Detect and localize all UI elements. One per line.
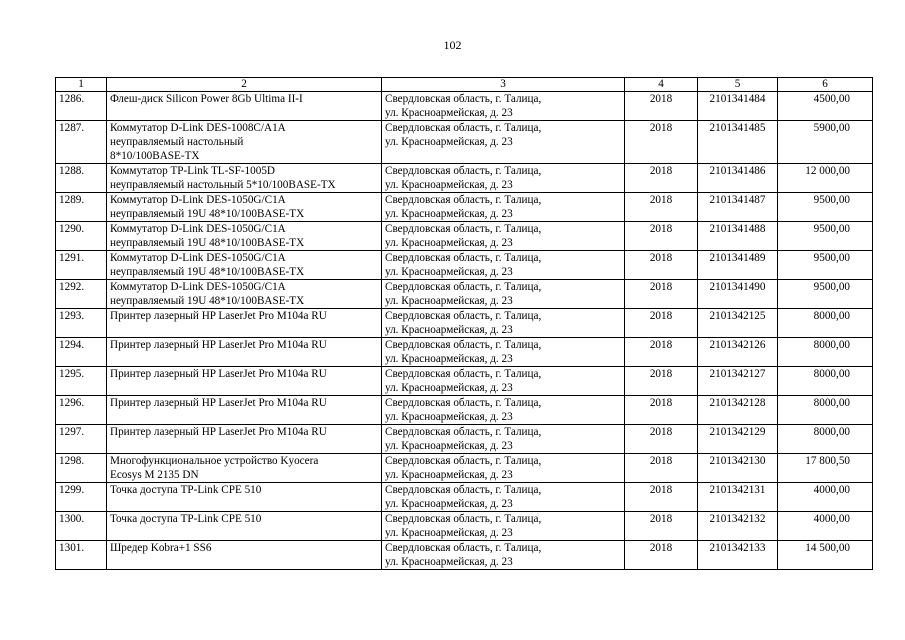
item-name-cell: Коммутатор TP-Link TL-SF-1005D неуправляемый настольный 5*10/100BASE-TX <box>107 164 382 193</box>
item-name-cell: Флеш-диск Silicon Power 8Gb Ultima II-I <box>107 92 382 121</box>
inventory-number-cell: 2101341485 <box>698 121 778 164</box>
item-name-cell: Шредер Kobra+1 SS6 <box>107 541 382 570</box>
item-name-cell: Принтер лазерный HP LaserJet Pro M104a RU <box>107 396 382 425</box>
year-cell: 2018 <box>625 454 698 483</box>
cost-cell: 8000,00 <box>778 338 873 367</box>
address-cell: Свердловская область, г. Талица, ул. Красноармейская, д. 23 <box>382 280 625 309</box>
item-name-cell: Коммутатор D-Link DES-1050G/C1A неуправляемый 19U 48*10/100BASE-TX <box>107 251 382 280</box>
cost-cell: 9500,00 <box>778 251 873 280</box>
inventory-number-cell: 2101342129 <box>698 425 778 454</box>
table-row <box>56 541 873 570</box>
item-name-cell: Принтер лазерный HP LaserJet Pro M104a RU <box>107 338 382 367</box>
table-row <box>56 193 873 222</box>
item-name-cell: Коммутатор D-Link DES-1050G/C1A неуправляемый 19U 48*10/100BASE-TX <box>107 280 382 309</box>
row-number-cell: 1296. <box>56 396 107 425</box>
column-header: 6 <box>778 78 873 92</box>
cost-cell: 14 500,00 <box>778 541 873 570</box>
row-number-cell: 1295. <box>56 367 107 396</box>
inventory-number-cell: 2101341489 <box>698 251 778 280</box>
year-cell: 2018 <box>625 251 698 280</box>
row-number-cell: 1288. <box>56 164 107 193</box>
address-cell: Свердловская область, г. Талица, ул. Красноармейская, д. 23 <box>382 164 625 193</box>
table-row <box>56 367 873 396</box>
year-cell: 2018 <box>625 338 698 367</box>
cost-cell: 9500,00 <box>778 222 873 251</box>
inventory-number-cell: 2101342133 <box>698 541 778 570</box>
table-row <box>56 454 873 483</box>
cost-cell: 8000,00 <box>778 396 873 425</box>
year-cell: 2018 <box>625 222 698 251</box>
column-header: 2 <box>107 78 382 92</box>
inventory-number-cell: 2101342125 <box>698 309 778 338</box>
inventory-number-cell: 2101342128 <box>698 396 778 425</box>
row-number-cell: 1297. <box>56 425 107 454</box>
address-cell: Свердловская область, г. Талица, ул. Красноармейская, д. 23 <box>382 425 625 454</box>
row-number-cell: 1286. <box>56 92 107 121</box>
inventory-number-cell: 2101342130 <box>698 454 778 483</box>
address-cell: Свердловская область, г. Талица, ул. Красноармейская, д. 23 <box>382 309 625 338</box>
inventory-number-cell: 2101341487 <box>698 193 778 222</box>
year-cell: 2018 <box>625 280 698 309</box>
address-cell: Свердловская область, г. Талица, ул. Красноармейская, д. 23 <box>382 396 625 425</box>
page-number: 102 <box>443 38 462 52</box>
table-row <box>56 512 873 541</box>
address-cell: Свердловская область, г. Талица, ул. Красноармейская, д. 23 <box>382 222 625 251</box>
table-row <box>56 280 873 309</box>
table-row <box>56 121 873 164</box>
row-number-cell: 1287. <box>56 121 107 164</box>
row-number-cell: 1289. <box>56 193 107 222</box>
cost-cell: 8000,00 <box>778 367 873 396</box>
row-number-cell: 1291. <box>56 251 107 280</box>
table-row <box>56 309 873 338</box>
address-cell: Свердловская область, г. Талица, ул. Красноармейская, д. 23 <box>382 454 625 483</box>
cost-cell: 8000,00 <box>778 425 873 454</box>
year-cell: 2018 <box>625 396 698 425</box>
table-row <box>56 396 873 425</box>
item-name-cell: Точка доступа TP-Link CPE 510 <box>107 512 382 541</box>
cost-cell: 5900,00 <box>778 121 873 164</box>
inventory-number-cell: 2101341484 <box>698 92 778 121</box>
inventory-number-cell: 2101342127 <box>698 367 778 396</box>
year-cell: 2018 <box>625 541 698 570</box>
address-cell: Свердловская область, г. Талица, ул. Красноармейская, д. 23 <box>382 92 625 121</box>
address-cell: Свердловская область, г. Талица, ул. Красноармейская, д. 23 <box>382 338 625 367</box>
row-number-cell: 1293. <box>56 309 107 338</box>
address-cell: Свердловская область, г. Талица, ул. Красноармейская, д. 23 <box>382 251 625 280</box>
year-cell: 2018 <box>625 164 698 193</box>
year-cell: 2018 <box>625 367 698 396</box>
column-header: 3 <box>382 78 625 92</box>
property-register-table <box>55 77 873 570</box>
table-row <box>56 164 873 193</box>
row-number-cell: 1299. <box>56 483 107 512</box>
cost-cell: 9500,00 <box>778 193 873 222</box>
year-cell: 2018 <box>625 193 698 222</box>
table-row <box>56 338 873 367</box>
inventory-number-cell: 2101341486 <box>698 164 778 193</box>
column-header: 5 <box>698 78 778 92</box>
column-header: 1 <box>56 78 107 92</box>
item-name-cell: Коммутатор D-Link DES-1050G/C1A неуправляемый 19U 48*10/100BASE-TX <box>107 222 382 251</box>
inventory-number-cell: 2101342126 <box>698 338 778 367</box>
year-cell: 2018 <box>625 309 698 338</box>
cost-cell: 8000,00 <box>778 309 873 338</box>
inventory-number-cell: 2101341488 <box>698 222 778 251</box>
cost-cell: 4000,00 <box>778 483 873 512</box>
table-row <box>56 483 873 512</box>
column-number-row <box>56 78 873 92</box>
table-row <box>56 425 873 454</box>
year-cell: 2018 <box>625 512 698 541</box>
inventory-number-cell: 2101342131 <box>698 483 778 512</box>
address-cell: Свердловская область, г. Талица, ул. Красноармейская, д. 23 <box>382 541 625 570</box>
cost-cell: 17 800,50 <box>778 454 873 483</box>
row-number-cell: 1298. <box>56 454 107 483</box>
item-name-cell: Многофункциональное устройство Kyocera Ecosys M 2135 DN <box>107 454 382 483</box>
inventory-number-cell: 2101342132 <box>698 512 778 541</box>
cost-cell: 4500,00 <box>778 92 873 121</box>
table-row <box>56 92 873 121</box>
item-name-cell: Коммутатор D-Link DES-1008C/A1A неуправляемый настольный 8*10/100BASE-TX <box>107 121 382 164</box>
year-cell: 2018 <box>625 425 698 454</box>
row-number-cell: 1294. <box>56 338 107 367</box>
address-cell: Свердловская область, г. Талица, ул. Красноармейская, д. 23 <box>382 367 625 396</box>
item-name-cell: Принтер лазерный HP LaserJet Pro M104a RU <box>107 309 382 338</box>
address-cell: Свердловская область, г. Талица, ул. Красноармейская, д. 23 <box>382 193 625 222</box>
item-name-cell: Принтер лазерный HP LaserJet Pro M104a RU <box>107 425 382 454</box>
cost-cell: 4000,00 <box>778 512 873 541</box>
address-cell: Свердловская область, г. Талица, ул. Красноармейская, д. 23 <box>382 121 625 164</box>
address-cell: Свердловская область, г. Талица, ул. Красноармейская, д. 23 <box>382 512 625 541</box>
row-number-cell: 1292. <box>56 280 107 309</box>
column-header: 4 <box>625 78 698 92</box>
cost-cell: 12 000,00 <box>778 164 873 193</box>
cost-cell: 9500,00 <box>778 280 873 309</box>
year-cell: 2018 <box>625 121 698 164</box>
item-name-cell: Принтер лазерный HP LaserJet Pro M104a RU <box>107 367 382 396</box>
row-number-cell: 1300. <box>56 512 107 541</box>
item-name-cell: Точка доступа TP-Link CPE 510 <box>107 483 382 512</box>
item-name-cell: Коммутатор D-Link DES-1050G/C1A неуправляемый 19U 48*10/100BASE-TX <box>107 193 382 222</box>
year-cell: 2018 <box>625 92 698 121</box>
inventory-number-cell: 2101341490 <box>698 280 778 309</box>
table-row <box>56 222 873 251</box>
year-cell: 2018 <box>625 483 698 512</box>
row-number-cell: 1301. <box>56 541 107 570</box>
table-row <box>56 251 873 280</box>
address-cell: Свердловская область, г. Талица, ул. Красноармейская, д. 23 <box>382 483 625 512</box>
row-number-cell: 1290. <box>56 222 107 251</box>
